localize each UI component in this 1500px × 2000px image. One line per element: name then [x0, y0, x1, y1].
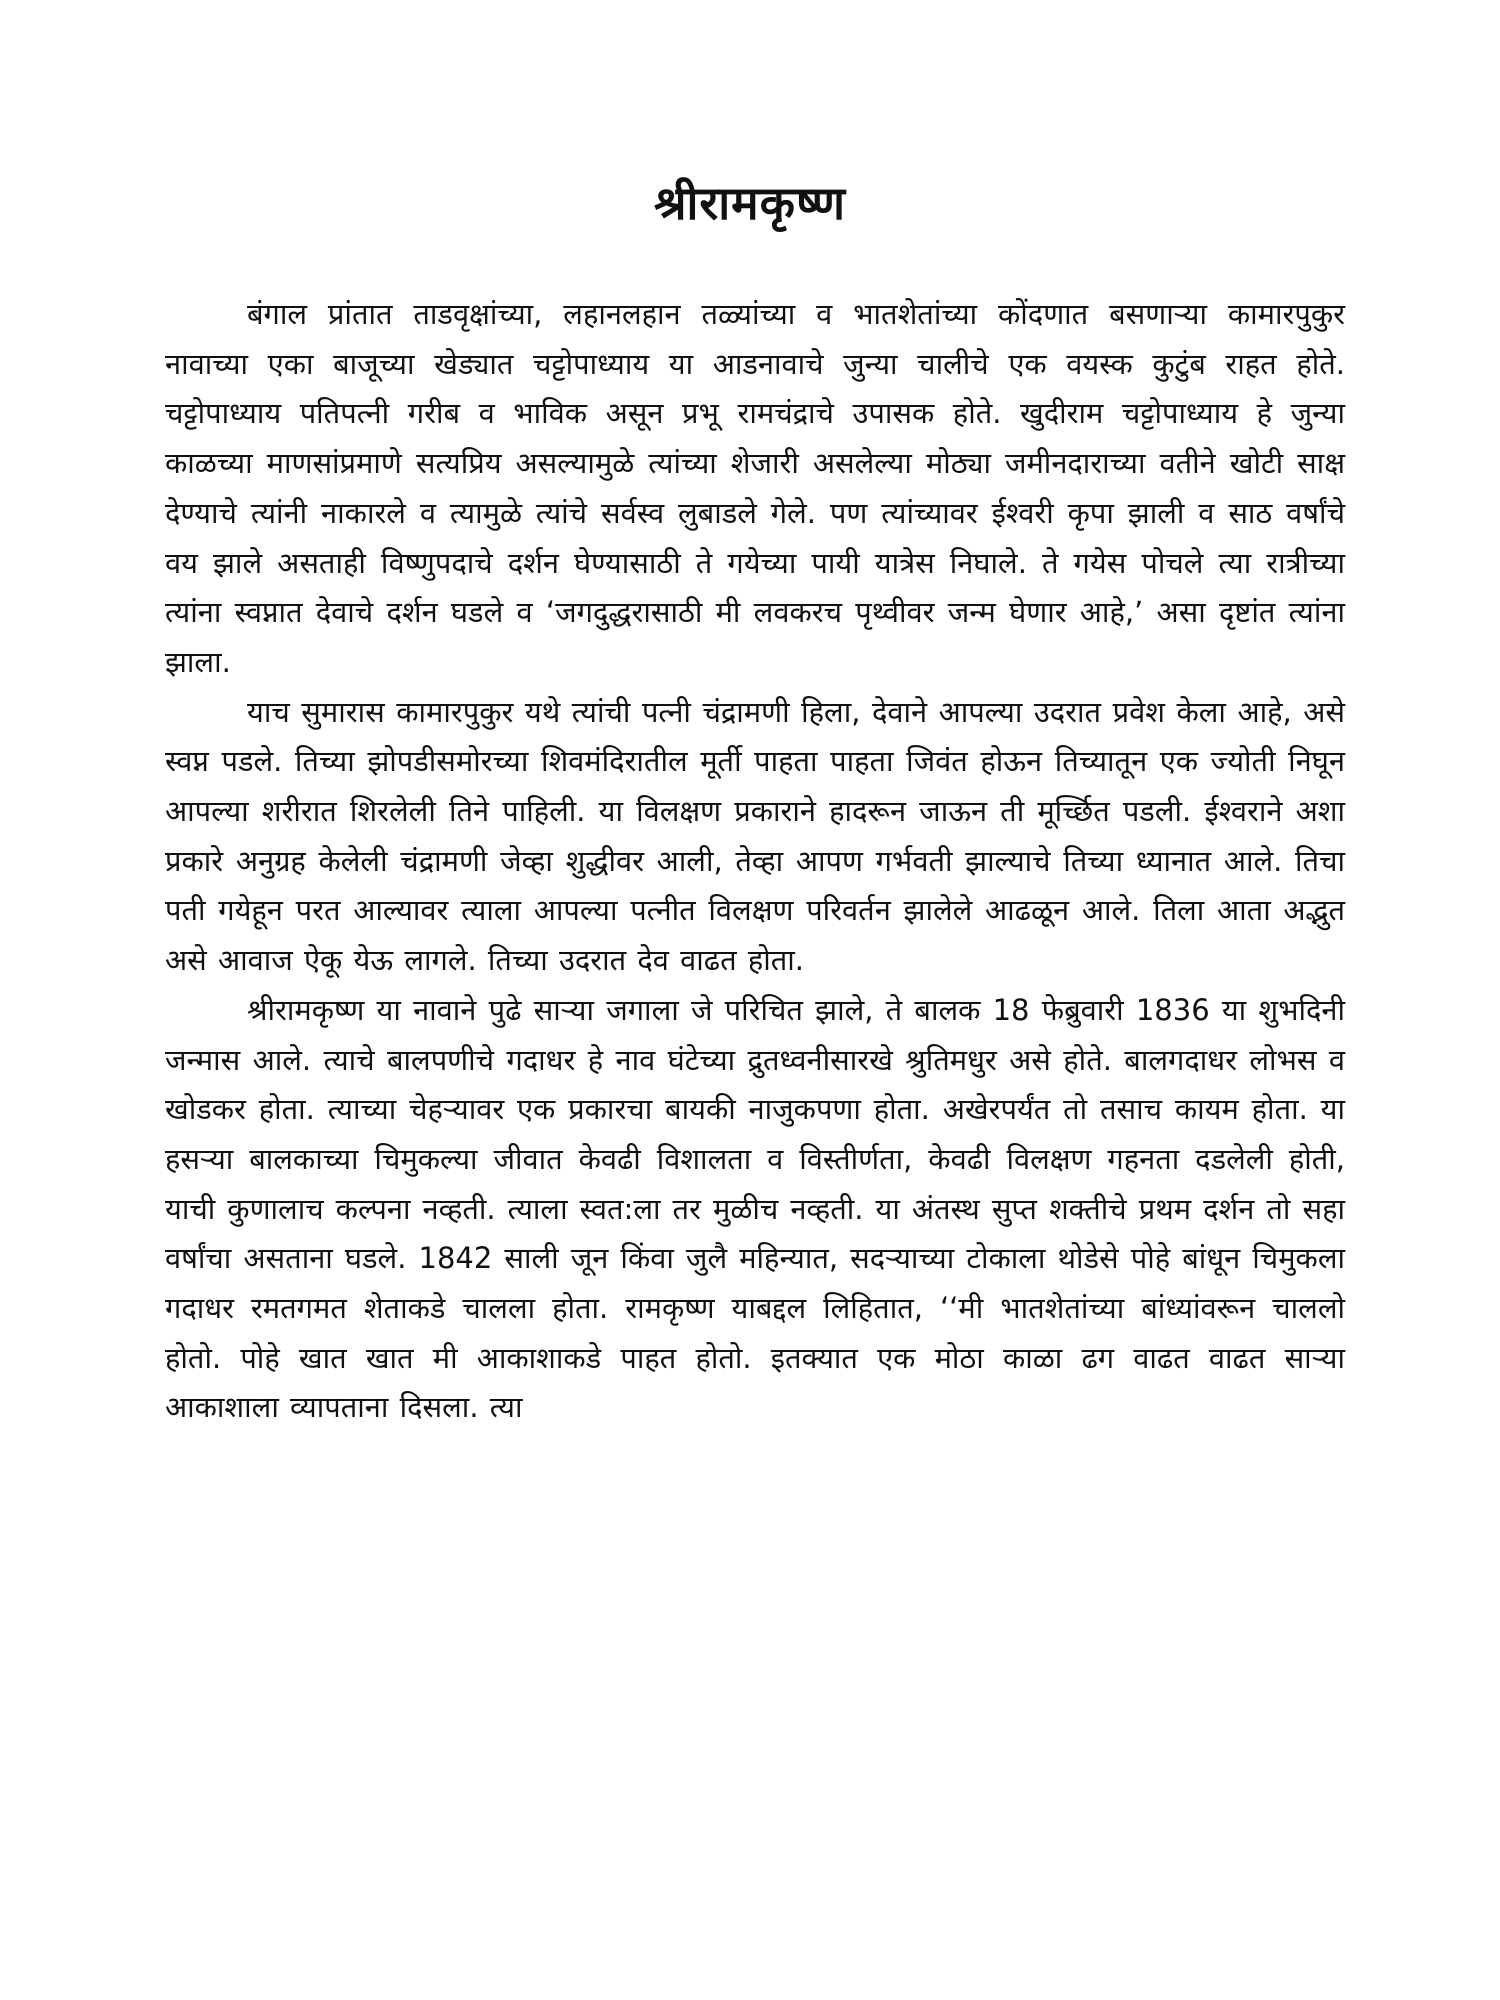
chapter-title: श्रीरामकृष्ण [653, 175, 847, 230]
paragraph-2: याच सुमारास कामारपुकुर यथे त्यांची पत्नी चंद्रामणी हिला, देवाने आपल्या उदरात प्रवेश केला आहे, असे स्वप्न पडले. तिच्या झोपडीसमोरच्या शिवमंदिरातील मूर्ती पाहता पाहता जिवंत होऊन तिच्यातून एक ज्योती निघून आपल्या शरीरात शिरलेली तिने पाहिली. या विलक्षण प्रकाराने हादरून जाऊन ती मूर्च्छित पडली. ईश्वराने अशा प्रकारे अनुग्रह केलेली चंद्रामणी जेव्हा शुद्धीवर आली, तेव्हा आपण गर्भवती झाल्याचे तिच्या ध्यानात आले. तिचा पती गयेहून परत आल्यावर त्याला आपल्या पत्नीत विलक्षण परिवर्तन झालेले आढळून आले. तिला आता अद्भुत असे आवाज ऐकू येऊ लागले. तिच्या उदरात देव वाढत होता. [165, 694, 1345, 978]
paragraph-1: बंगाल प्रांतात ताडवृक्षांच्या, लहानलहान तळ्यांच्या व भातशेतांच्या कोंदणात बसणाऱ्या कामारपुकुर नावाच्या एका बाजूच्या खेड्यात चट्टोपाध्याय या आडनावाचे जुन्या चालीचे एक वयस्क कुटुंब राहत होते. चट्टोपाध्याय पतिपत्नी गरीब व भाविक असून प्रभू रामचंद्राचे उपासक होते. खुदीराम चट्टोपाध्याय हे जुन्या काळच्या माणसांप्रमाणे सत्यप्रिय असल्यामुळे त्यांच्या शेजारी असलेल्या मोठ्या जमीनदाराच्या वतीने खोटी साक्ष देण्याचे त्यांनी नाकारले व त्यामुळे त्यांचे सर्वस्व लुबाडले गेले. पण त्यांच्यावर ईश्वरी कृपा झाली व साठ वर्षांचे वय झाले असताही विष्णुपदाचे दर्शन घेण्यासाठी ते गयेच्या पायी यात्रेस निघाले. ते गयेस पोचले त्या रात्रीच्या त्यांना स्वप्नात देवाचे दर्शन घडले व ‘जगदुद्धरासाठी मी लवकरच पृथ्वीवर जन्म घेणार आहे,’ असा दृष्टांत त्यांना झाला. [165, 297, 1345, 679]
paragraph-3: श्रीरामकृष्ण या नावाने पुढे साऱ्या जगाला जे परिचित झाले, ते बालक 18 फेब्रुवारी 1836 या शुभदिनी जन्मास आले. त्याचे बालपणीचे गदाधर हे नाव घंटेच्या द्रुतध्वनीसारखे श्रुतिमधुर असे होते. बालगदाधर लोभस व खोडकर होता. त्याच्या चेहऱ्यावर एक प्रकारचा बायकी नाजुकपणा होता. अखेरपर्यंत तो तसाच कायम होता. या हसऱ्या बालकाच्या चिमुकल्या जीवात केवढी विशालता व विस्तीर्णता, केवढी विलक्षण गहनता दडलेली होती, याची कुणालाच कल्पना नव्हती. त्याला स्वत:ला तर मुळीच नव्हती. या अंतस्थ सुप्त शक्तीचे प्रथम दर्शन तो सहा वर्षांचा असताना घडले. 1842 साली जून किंवा जुलै महिन्यात, सदऱ्याच्या टोकाला थोडेसे पोहे बांधून चिमुकला गदाधर रमतगमत शेताकडे चालला होता. रामकृष्ण याबद्दल लिहितात, ‘‘मी भातशेतांच्या बांध्यांवरून चाललो होतो. पोहे खात खात मी आकाशाकडे पाहत होतो. इतक्यात एक मोठा काळा ढग वाढत वाढत साऱ्या आकाशाला व्यापताना दिसला. त्या [165, 992, 1345, 1425]
chapter-body [165, 290, 1345, 1433]
